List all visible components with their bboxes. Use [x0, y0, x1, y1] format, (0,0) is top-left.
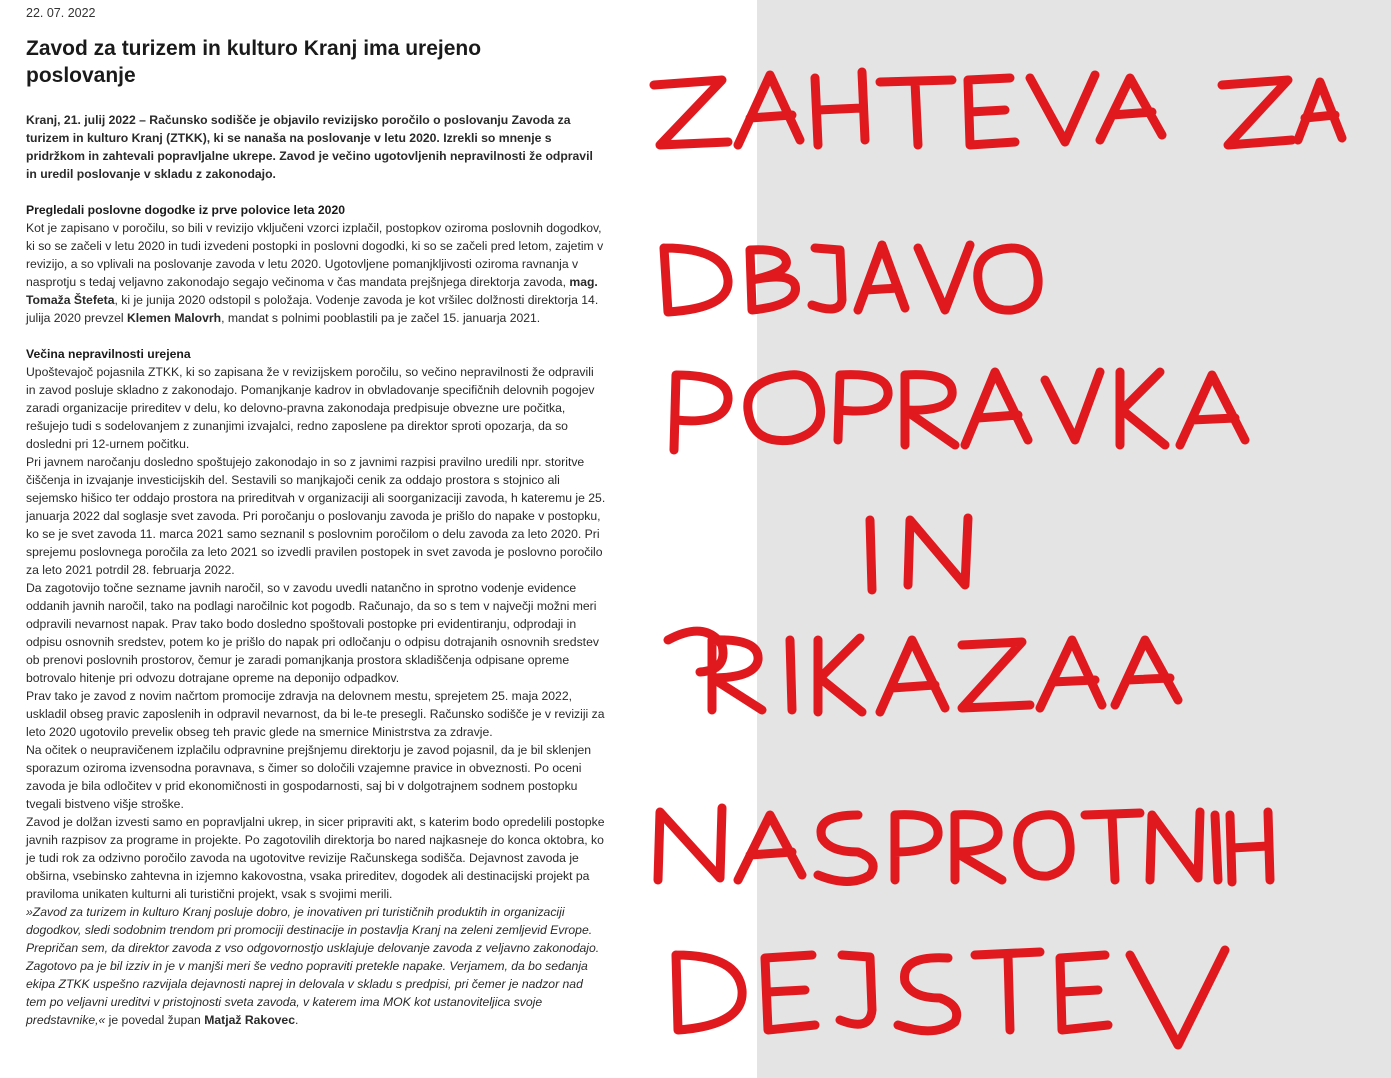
section-heading-1: Pregledali poslovne dogodke iz prve polovice leta 2020 [26, 203, 346, 217]
spacer [26, 183, 606, 201]
person-name: Matjaž Rakovec [204, 1013, 295, 1027]
gray-side-panel [757, 0, 1391, 1078]
text: , mandat s polnimi pooblastili pa je začel 15. januarja 2021. [221, 311, 541, 325]
paragraph: Da zagotovijo točne sezname javnih naročil, so v zavodu uvedli natančno in sprotno vodenje evidence oddanih javnih naročil, tako na podlagi naročilnic kot pogodb. Računajo, da so s tem v največji možni meri odpravili nevarnost napak. Prav tako bodo dosledno spoštovali postopke pri evidentiranju, odprodaji in odpisu osnovnih sredstev, potem ko je prišlo do napak pri odločanju o odpisu dotrajanih osnovnih sredstev ob prenovi poslovnih prostorov, čemur je zaradi pomanjkanja prostora skladiščenja odpisane opreme botrovalo hitenje pri odvozu dotrajane opreme na deponijo odpadkov. [26, 581, 599, 685]
section-heading-2: Večina nepravilnosti urejena [26, 347, 191, 361]
article-body [26, 111, 606, 1029]
person-name: mag. Tomaža Štefeta [26, 275, 598, 307]
paragraph: Zavod je dolžan izvesti samo en popravljalni ukrep, in sicer pripraviti akt, s katerim bodo opredelili postopke javnih razpisov za programe in projekte. Po zagotovilih direktorja bo nared najkasneje do konca oktobra, ko je tudi rok za odzivno poročilo zavoda na ugotovitve revizije Računskega sodišča. Dejavnost zavoda je obširna, vsebinsko zahtevna in izjemno kakovostna, vsaka prireditev, dogodek ali destinacijski projekt pa praviloma unikaten kulturni ali turistični projekt, vsak s svojimi merili. [26, 815, 605, 901]
article-date: 22. 07. 2022 [26, 6, 96, 20]
spacer [26, 327, 606, 345]
paragraph: Prav tako je zavod z novim načrtom promocije zdravja na delovnem mestu, sprejetem 25. maja 2022, uskladil obseg pravic zaposlenih in odpravil nevarnost, da bi le-te presegli. Računsko sodišče je v reviziji za leto 2020 ugotovilo preveliк obseg teh pravic glede na smernice Ministrstva za zdravje. [26, 689, 605, 739]
text: , ki je junija 2020 odstopil s položaja. Vodenje zavoda je kot vršilec dolžnosti direktorja 14. julija 2020 prevzel [26, 293, 599, 325]
paragraph: Upoštevajoč pojasnila ZTKK, ki so zapisana že v revizijskem poročilu, so večino nepravilnosti že odpravili in zavod posluje skladno z zakonodajo. Pomanjkanje kadrov in obvladovanje specifičnih delovnih pogojev zaradi organizacije prireditev v delu, ko delovno-pravna zakonodaja predpisuje obvezne ure počitka, rešujejo tudi s sodelovanjem z zunanjimi izvajalci, redno zaposlene pa direktor sproti opozarja, da so dosledni pri 12-urnem počitku. [26, 365, 595, 451]
article-title: Zavod za turizem in kulturo Kranj ima urejeno poslovanje [26, 37, 482, 87]
text: . [295, 1013, 299, 1027]
text: je povedal župan [105, 1013, 205, 1027]
quote-paragraph [26, 903, 606, 1029]
paragraph: Pri javnem naročanju dosledno spoštujejo zakonodajo in so z javnimi razpisi pravilno uredili npr. storitve čiščenja in izvajanje investicijskih del. Sestavili so manjkajoči cenik za oddajo prostora s stojnico ali sejemsko hišico ter oddajo prostora na prireditvah v organizaciji ali soorganizaciji zavoda, h kateremu je 25. januarja 2022 dal soglasje svet zavoda. Pri poročanju o poslovanju zavoda je prišlo do napake v postopku, ko se je svet zavoda 11. marca 2021 samo seznanil s poslovnim poročilom o delu zavoda za leto 2020. Pri sprejemu poslovnega poročila za leto 2021 so izvedli pravilen postopek in svet zavoda je poslovno poročilo za leto 2021 potrdil 28. februarja 2022. [26, 455, 606, 577]
text: Kot je zapisano v poročilu, so bili v revizijo vključeni vzorci izplačil, postopkov oziroma poslovnih dogodkov, ki so se začeli v letu 2020 in tudi izvedeni postopki in poslovni dogodki, ki so se začeli pred letom, zajetim v revizijo, a so vplivali na poslovanje zavoda v letu 2020. Ugotovljene pomanjkljivosti oziroma ravnanja v nasprotju s tedaj veljavno zakonodajo segajo večinoma v čas mandata prejšnjega direktorja zavoda, [26, 221, 604, 289]
person-name: Klemen Malovrh [126, 311, 222, 325]
paragraph [26, 219, 606, 327]
paragraph: Na očitek o neupravičenem izplačilu odpravnine prejšnjemu direktorju je zavod pojasnil, da je bil sklenjen sporazum oziroma izvensodna poravnava, s čimer so določili vzajemne pravice in obveznosti. Po oceni zavoda je bila odločitev v prid ekonomičnosti in gospodarnosti, saj bi v dolgotrajnem sodnem postopku tvegali bistveno višje stroške. [26, 743, 591, 811]
article-lead: Kranj, 21. julij 2022 – Računsko sodišče je objavilo revizijsko poročilo o poslovanju Zavoda za turizem in kulturo Kranj (ZTKK), ki se nanaša na poslovanje v letu 2020. Izrekli so mnenje s pridržkom in zahtevali popravljalne ukrepe. Zavod je večino ugotovljenih nepravilnosti že odpravil in uredil poslovanje v skladu z zakonodajo. [26, 113, 593, 181]
mayor-quote: »Zavod za turizem in kulturo Kranj posluje dobro, je inovativen pri turističnih produktih in organizaciji dogodkov, sledi sodobnim trendom pri promociji destinacije in postavlja Kranj na zeleni zemljevid Evrope. Prepričan sem, da direktor zavoda z vso odgovornostjo usklajuje delovanje zavoda z veljavno zakonodajo. Zagotovo pa je bil izziv in je v manjši meri še vedno popraviti pretekle napake. Verjamem, da bo sedanja ekipa ZTKK uspešno razvijala dejavnosti naprej in delovala v skladu s predpisi, pri čemer je nadzor nad tem po veljavni ureditvi v pristojnosti sveta zavoda, v katerem ima MOK kot ustanoviteljica svoje predstavnike,« [26, 905, 600, 1027]
